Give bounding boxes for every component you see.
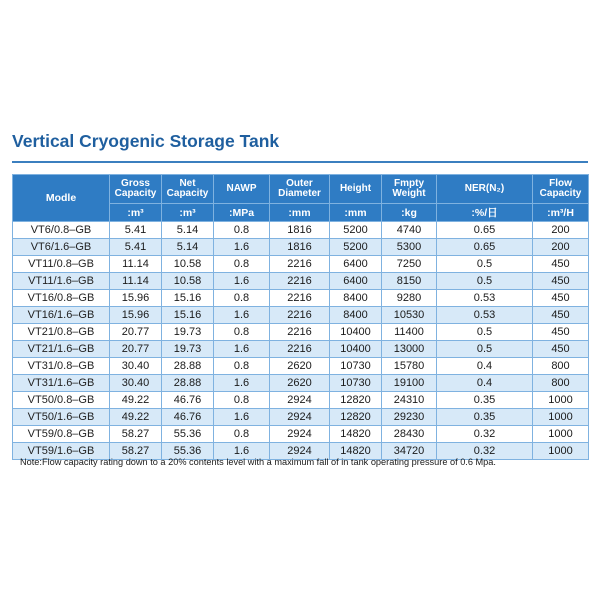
value-cell: 0.32 [437,443,533,460]
value-cell: 800 [533,375,589,392]
value-cell: 19.73 [162,324,214,341]
value-cell: 2924 [270,443,330,460]
model-cell: VT6/1.6–GB [13,239,110,256]
value-cell: 30.40 [110,358,162,375]
value-cell: 1000 [533,392,589,409]
value-cell: 0.53 [437,307,533,324]
value-cell: 8150 [382,273,437,290]
value-cell: 2924 [270,426,330,443]
value-cell: 19.73 [162,341,214,358]
value-cell: 2216 [270,324,330,341]
value-cell: 34720 [382,443,437,460]
value-cell: 5200 [330,222,382,239]
model-cell: VT59/0.8–GB [13,426,110,443]
table-row [13,375,589,392]
title-underline [12,161,588,163]
value-cell: 4740 [382,222,437,239]
value-cell: 0.8 [214,222,270,239]
value-cell: 46.76 [162,392,214,409]
model-cell: VT21/0.8–GB [13,324,110,341]
value-cell: 6400 [330,273,382,290]
value-cell: 55.36 [162,443,214,460]
value-cell: 28.88 [162,358,214,375]
value-cell: 10400 [330,341,382,358]
value-cell: 0.5 [437,273,533,290]
value-cell: 8400 [330,307,382,324]
value-cell: 30.40 [110,375,162,392]
table-row [13,239,589,256]
value-cell: 58.27 [110,443,162,460]
unit-height: :mm [330,204,382,222]
header-ner: NER(N₂) [437,175,533,204]
value-cell: 1.6 [214,341,270,358]
value-cell: 1.6 [214,307,270,324]
model-cell: VT11/0.8–GB [13,256,110,273]
page-title: Vertical Cryogenic Storage Tank [12,131,280,151]
value-cell: 800 [533,358,589,375]
value-cell: 5.41 [110,239,162,256]
table-row [13,290,589,307]
spec-table [12,174,589,460]
value-cell: 49.22 [110,409,162,426]
value-cell: 2620 [270,358,330,375]
value-cell: 20.77 [110,341,162,358]
value-cell: 450 [533,290,589,307]
value-cell: 12820 [330,409,382,426]
value-cell: 1.6 [214,239,270,256]
value-cell: 6400 [330,256,382,273]
table-row [13,256,589,273]
value-cell: 15.96 [110,307,162,324]
value-cell: 0.35 [437,392,533,409]
value-cell: 1.6 [214,273,270,290]
header-modle: Modle [13,175,110,222]
value-cell: 450 [533,273,589,290]
value-cell: 0.35 [437,409,533,426]
value-cell: 200 [533,222,589,239]
value-cell: 2216 [270,273,330,290]
value-cell: 24310 [382,392,437,409]
value-cell: 15.16 [162,307,214,324]
unit-ner: :%/日 [437,204,533,222]
model-cell: VT50/1.6–GB [13,409,110,426]
value-cell: 1.6 [214,443,270,460]
model-cell: VT21/1.6–GB [13,341,110,358]
header-nawp: NAWP [214,175,270,204]
unit-flow-capacity: :m³/H [533,204,589,222]
value-cell: 11.14 [110,256,162,273]
table-row [13,324,589,341]
value-cell: 0.65 [437,239,533,256]
value-cell: 7250 [382,256,437,273]
value-cell: 0.8 [214,290,270,307]
value-cell: 11.14 [110,273,162,290]
header-row-labels [13,175,589,204]
value-cell: 1.6 [214,409,270,426]
value-cell: 20.77 [110,324,162,341]
value-cell: 49.22 [110,392,162,409]
unit-net-capacity: :m³ [162,204,214,222]
value-cell: 8400 [330,290,382,307]
header-height: Height [330,175,382,204]
table-row [13,392,589,409]
value-cell: 28430 [382,426,437,443]
value-cell: 28.88 [162,375,214,392]
value-cell: 0.8 [214,324,270,341]
value-cell: 1000 [533,409,589,426]
value-cell: 12820 [330,392,382,409]
value-cell: 450 [533,324,589,341]
value-cell: 15.96 [110,290,162,307]
value-cell: 200 [533,239,589,256]
unit-outer-diameter: :mm [270,204,330,222]
header-net-capacity: Net Capacity [162,175,214,204]
value-cell: 46.76 [162,409,214,426]
value-cell: 450 [533,341,589,358]
value-cell: 1000 [533,443,589,460]
value-cell: 1816 [270,239,330,256]
value-cell: 5200 [330,239,382,256]
unit-empty-weight: :kg [382,204,437,222]
value-cell: 0.5 [437,256,533,273]
value-cell: 2924 [270,392,330,409]
value-cell: 15780 [382,358,437,375]
value-cell: 0.4 [437,358,533,375]
value-cell: 9280 [382,290,437,307]
value-cell: 0.5 [437,341,533,358]
value-cell: 10.58 [162,256,214,273]
model-cell: VT31/1.6–GB [13,375,110,392]
value-cell: 19100 [382,375,437,392]
value-cell: 0.8 [214,392,270,409]
header-empty-weight: Fmpty Weight [382,175,437,204]
model-cell: VT50/0.8–GB [13,392,110,409]
header-outer-diameter: Outer Diameter [270,175,330,204]
value-cell: 2620 [270,375,330,392]
value-cell: 2216 [270,256,330,273]
value-cell: 10.58 [162,273,214,290]
value-cell: 15.16 [162,290,214,307]
model-cell: VT59/1.6–GB [13,443,110,460]
value-cell: 2216 [270,341,330,358]
value-cell: 0.8 [214,256,270,273]
value-cell: 2216 [270,307,330,324]
value-cell: 1.6 [214,375,270,392]
table-row [13,341,589,358]
model-cell: VT6/0.8–GB [13,222,110,239]
value-cell: 5.14 [162,239,214,256]
model-cell: VT31/0.8–GB [13,358,110,375]
table-row [13,409,589,426]
value-cell: 0.8 [214,358,270,375]
value-cell: 0.8 [214,426,270,443]
value-cell: 5.14 [162,222,214,239]
value-cell: 5300 [382,239,437,256]
header-gross-capacity: Gross Capacity [110,175,162,204]
table-row [13,426,589,443]
value-cell: 14820 [330,443,382,460]
value-cell: 0.53 [437,290,533,307]
model-cell: VT16/1.6–GB [13,307,110,324]
value-cell: 0.32 [437,426,533,443]
model-cell: VT11/1.6–GB [13,273,110,290]
unit-nawp: :MPa [214,204,270,222]
value-cell: 0.65 [437,222,533,239]
header-flow-capacity: Flow Capacity [533,175,589,204]
value-cell: 2924 [270,409,330,426]
table-row [13,222,589,239]
model-cell: VT16/0.8–GB [13,290,110,307]
value-cell: 11400 [382,324,437,341]
value-cell: 450 [533,307,589,324]
value-cell: 10400 [330,324,382,341]
value-cell: 1816 [270,222,330,239]
value-cell: 0.5 [437,324,533,341]
value-cell: 58.27 [110,426,162,443]
value-cell: 55.36 [162,426,214,443]
value-cell: 5.41 [110,222,162,239]
unit-gross-capacity: :m³ [110,204,162,222]
value-cell: 0.4 [437,375,533,392]
table-row [13,273,589,290]
value-cell: 10530 [382,307,437,324]
table-body [13,222,589,460]
table-row [13,358,589,375]
value-cell: 2216 [270,290,330,307]
table-row [13,307,589,324]
value-cell: 10730 [330,375,382,392]
value-cell: 13000 [382,341,437,358]
value-cell: 10730 [330,358,382,375]
value-cell: 14820 [330,426,382,443]
value-cell: 29230 [382,409,437,426]
value-cell: 450 [533,256,589,273]
value-cell: 1000 [533,426,589,443]
footnote: Note:Flow capacity rating down to a 20% contents level with a maximum fall of in tank operating pressure of 0.6 Mpa. [20,457,496,467]
